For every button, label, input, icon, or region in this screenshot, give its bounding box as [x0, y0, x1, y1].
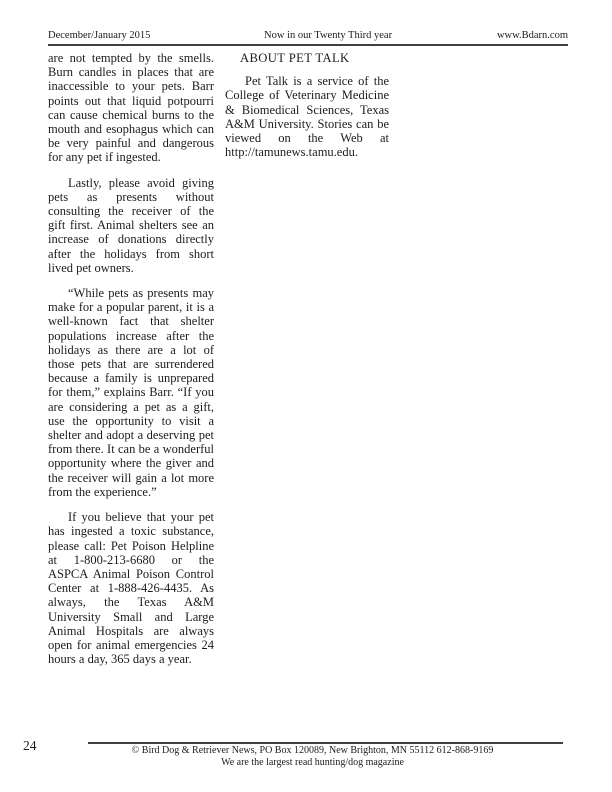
article-right-column — [225, 51, 389, 170]
footer-rule — [88, 742, 563, 744]
header-issue-date: December/January 2015 — [48, 30, 151, 41]
about-pet-talk-heading: ABOUT PET TALK — [240, 51, 350, 65]
article-paragraph: Lastly, please avoid giving pets as presents without consulting the receiver of the gift first. Animal shelters see an increase of donations directly after the holidays from short lived pet owners. — [48, 175, 214, 275]
page-number: 24 — [23, 738, 37, 753]
header-website-url: www.Bdarn.com — [496, 30, 568, 41]
article-left-column — [48, 51, 214, 677]
article-paragraph: are not tempted by the smells. Burn candles in places that are inaccessible to your pets. Barr points out that liquid potpourri can cause chemical burns to the mouth and esophagus which can be very painful and dangerous for any pet if ingested. — [48, 51, 214, 165]
footer-publisher-line: © Bird Dog & Retriever News, PO Box 120089, New Brighton, MN 55112 612-868-9169 — [131, 745, 494, 756]
footer-tagline: We are the largest read hunting/dog magazine — [221, 757, 404, 768]
header-slogan: Now in our Twenty Third year — [264, 30, 393, 41]
page-footer — [50, 745, 575, 769]
article-paragraph: “While pets as presents may make for a popular parent, it is a well-known fact that shelter populations increase after the holidays as there are a lot of those pets that are surrendered because a family is unprepared for them,” explains Barr. “If you are considering a pet as a gift, use the opportunity to visit a shelter and adopt a deserving pet from there. It can be a wonderful opportunity where the giver and the receiver will gain a lot more from the experience.” — [48, 286, 214, 499]
header-rule — [48, 44, 568, 46]
page-header — [48, 29, 568, 44]
article-paragraph: If you believe that your pet has ingested a toxic substance, please call: Pet Poison Helpline at 1-800-213-6680 or the ASPCA Animal Poison Control Center at 1-888-426-4435. As always, the Texas A&M University Small and Large Animal Hospitals are always open for animal emergencies 24 hours a day, 365 days a year. — [48, 510, 214, 667]
article-paragraph: Pet Talk is a service of the College of Veterinary Medicine & Biomedical Sciences, Texas A&M University. Stories can be viewed on the Web at http://tamunews.tamu.edu. — [225, 74, 389, 160]
